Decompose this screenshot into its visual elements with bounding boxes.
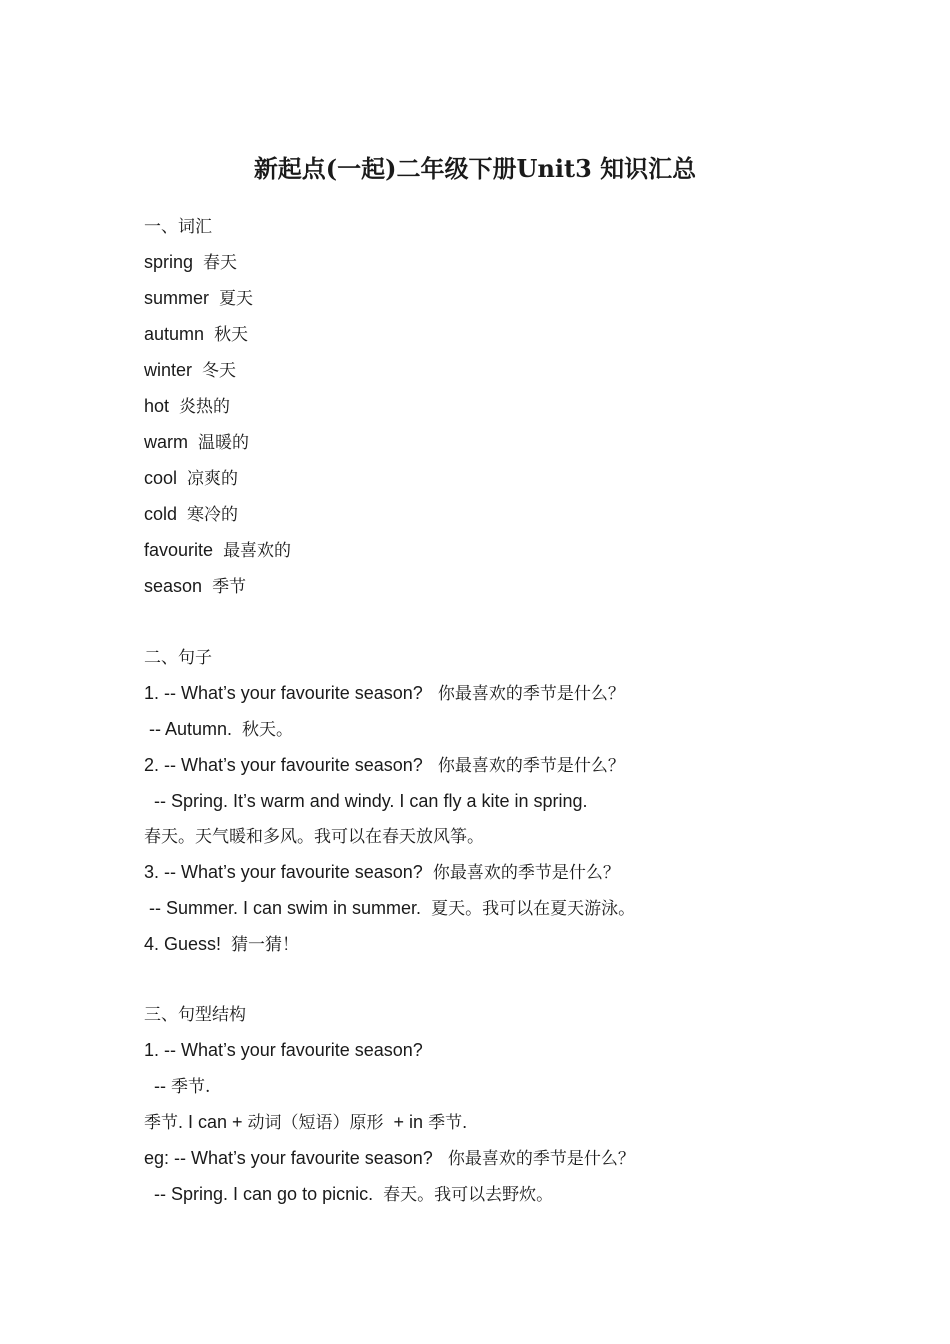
sentence-line bbox=[144, 751, 625, 779]
pattern-line bbox=[144, 1072, 210, 1100]
pattern-line bbox=[144, 1108, 467, 1136]
example-english: -- Spring. I can go to picnic. bbox=[144, 1184, 374, 1204]
vocab-chinese: 季节 bbox=[212, 577, 247, 597]
vocab-english: summer bbox=[144, 288, 210, 308]
sentence-chinese: 你最喜欢的季节是什么？ bbox=[437, 756, 625, 776]
example-english: eg: -- What’s your favourite season? bbox=[144, 1148, 433, 1168]
vocab-english: winter bbox=[144, 360, 193, 380]
sentence-english: 3. -- What’s your favourite season? bbox=[144, 862, 423, 882]
vocab-chinese: 春天 bbox=[203, 253, 238, 273]
sentence-chinese: 你最喜欢的季节是什么？ bbox=[432, 863, 620, 883]
vocab-english: cool bbox=[144, 468, 178, 488]
vocab-english: favourite bbox=[144, 540, 214, 560]
sentence-english: -- Spring. It’s warm and windy. I can fly a kite in spring. bbox=[144, 791, 588, 811]
vocab-item bbox=[144, 248, 237, 276]
sentence-line bbox=[144, 787, 588, 815]
pattern-chinese: 季节 bbox=[144, 1113, 178, 1133]
pattern-english: . bbox=[462, 1112, 468, 1132]
pattern-prefix: -- bbox=[144, 1076, 171, 1096]
sentence-line bbox=[144, 894, 635, 922]
pattern-chinese: 动词（短语）原形 bbox=[247, 1113, 384, 1133]
vocab-item bbox=[144, 464, 238, 492]
section-heading-vocabulary: 一、词汇 bbox=[144, 217, 212, 237]
sentence-english: 1. -- What’s your favourite season? bbox=[144, 683, 423, 703]
vocab-english: spring bbox=[144, 252, 194, 272]
vocab-chinese: 秋天 bbox=[214, 325, 249, 345]
vocab-item bbox=[144, 428, 249, 456]
vocab-chinese: 最喜欢的 bbox=[223, 541, 292, 561]
sentence-english: 2. -- What’s your favourite season? bbox=[144, 755, 423, 775]
vocab-item bbox=[144, 536, 291, 564]
vocab-english: hot bbox=[144, 396, 170, 416]
sentence-chinese: 猜一猜！ bbox=[231, 935, 300, 955]
sentence-chinese: 夏天。我可以在夏天游泳。 bbox=[431, 899, 636, 919]
vocab-chinese: 寒冷的 bbox=[187, 505, 239, 525]
vocab-item bbox=[144, 284, 253, 312]
vocab-chinese: 凉爽的 bbox=[187, 469, 239, 489]
vocab-english: autumn bbox=[144, 324, 205, 344]
sentence-chinese: 你最喜欢的季节是什么？ bbox=[437, 684, 625, 704]
vocab-item bbox=[144, 356, 236, 384]
pattern-chinese: 季节. bbox=[171, 1077, 211, 1097]
pattern-chinese: 季节 bbox=[428, 1113, 463, 1133]
section-heading-sentences: 二、句子 bbox=[144, 648, 212, 668]
vocab-item bbox=[144, 320, 248, 348]
vocab-chinese: 炎热的 bbox=[179, 397, 231, 417]
section-heading-patterns: 三、句型结构 bbox=[144, 1005, 246, 1025]
sentence-chinese: 秋天。 bbox=[242, 720, 294, 740]
pattern-english: . I can + bbox=[178, 1112, 248, 1132]
pattern-english: + in bbox=[383, 1112, 429, 1132]
vocab-item bbox=[144, 500, 238, 528]
sentence-line bbox=[144, 679, 625, 707]
sentence-english: -- Autumn. bbox=[144, 719, 233, 739]
sentence-english: -- Summer. I can swim in summer. bbox=[144, 898, 422, 918]
example-chinese: 春天。我可以去野炊。 bbox=[383, 1185, 554, 1205]
pattern-line: 1. -- What’s your favourite season? bbox=[144, 1040, 423, 1060]
example-line bbox=[144, 1144, 635, 1172]
example-chinese: 你最喜欢的季节是什么？ bbox=[447, 1149, 635, 1169]
vocab-chinese: 夏天 bbox=[219, 289, 254, 309]
vocab-item bbox=[144, 392, 230, 420]
sentence-line: 春天。天气暖和多风。我可以在春天放风筝。 bbox=[144, 827, 484, 847]
vocab-english: season bbox=[144, 576, 203, 596]
vocab-chinese: 温暖的 bbox=[198, 433, 250, 453]
vocab-chinese: 冬天 bbox=[202, 361, 237, 381]
sentence-line bbox=[144, 715, 293, 743]
vocab-english: warm bbox=[144, 432, 188, 452]
example-line bbox=[144, 1180, 553, 1208]
vocab-item bbox=[144, 572, 246, 600]
sentence-english: 4. Guess! bbox=[144, 934, 222, 954]
vocab-english: cold bbox=[144, 504, 178, 524]
page-title: 新起点(一起)二年级下册Unit3 知识汇总 bbox=[253, 154, 697, 183]
sentence-line bbox=[144, 930, 299, 958]
sentence-line bbox=[144, 858, 620, 886]
